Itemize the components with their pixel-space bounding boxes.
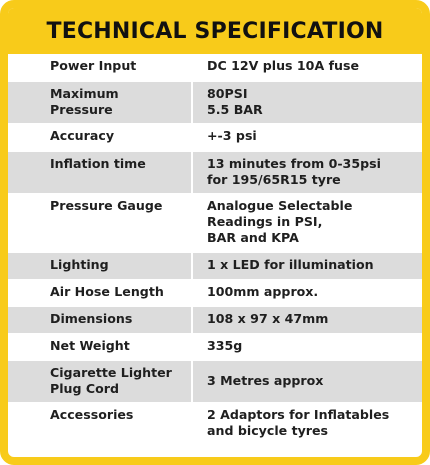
- spec-value: 2 Adaptors for Inflatables and bicycle tyres: [192, 402, 422, 445]
- spec-row-lighting: [8, 252, 422, 279]
- spec-label: Power Input: [8, 54, 192, 81]
- spec-value: +-3 psi: [192, 123, 422, 151]
- spec-value: 100mm approx.: [192, 279, 422, 306]
- spec-label: Accessories: [8, 402, 192, 445]
- spec-value: 3 Metres approx: [192, 360, 422, 402]
- spec-label: Inflation time: [8, 151, 192, 193]
- spec-row-accessories: [8, 402, 422, 445]
- page-title: TECHNICAL SPECIFICATION: [8, 8, 422, 54]
- spec-row-accuracy: [8, 123, 422, 151]
- spec-value: 335g: [192, 333, 422, 360]
- spec-label: Net Weight: [8, 333, 192, 360]
- spec-label: Cigarette Lighter Plug Cord: [8, 360, 192, 402]
- spec-label: Lighting: [8, 252, 192, 279]
- spec-row-power-input: [8, 54, 422, 81]
- spec-row-inflation-time: [8, 151, 422, 193]
- spec-label: Dimensions: [8, 306, 192, 333]
- spec-row-net-weight: [8, 333, 422, 360]
- spec-value: 13 minutes from 0-35psi for 195/65R15 tyre: [192, 151, 422, 193]
- spec-row-air-hose-length: [8, 279, 422, 306]
- spec-row-cigarette-lighter-plug-cord: [8, 360, 422, 402]
- spec-label: Accuracy: [8, 123, 192, 151]
- spec-value: Analogue Selectable Readings in PSI, BAR and KPA: [192, 193, 422, 252]
- spec-label: Pressure Gauge: [8, 193, 192, 252]
- spec-value: 80PSI 5.5 BAR: [192, 81, 422, 123]
- spec-row-maximum-pressure: [8, 81, 422, 123]
- spec-label: Air Hose Length: [8, 279, 192, 306]
- spec-row-pressure-gauge: [8, 193, 422, 252]
- spec-row-dimensions: [8, 306, 422, 333]
- spec-value: DC 12V plus 10A fuse: [192, 54, 422, 81]
- spec-table: [8, 54, 422, 446]
- spec-label: Maximum Pressure: [8, 81, 192, 123]
- spec-value: 1 x LED for illumination: [192, 252, 422, 279]
- spec-value: 108 x 97 x 47mm: [192, 306, 422, 333]
